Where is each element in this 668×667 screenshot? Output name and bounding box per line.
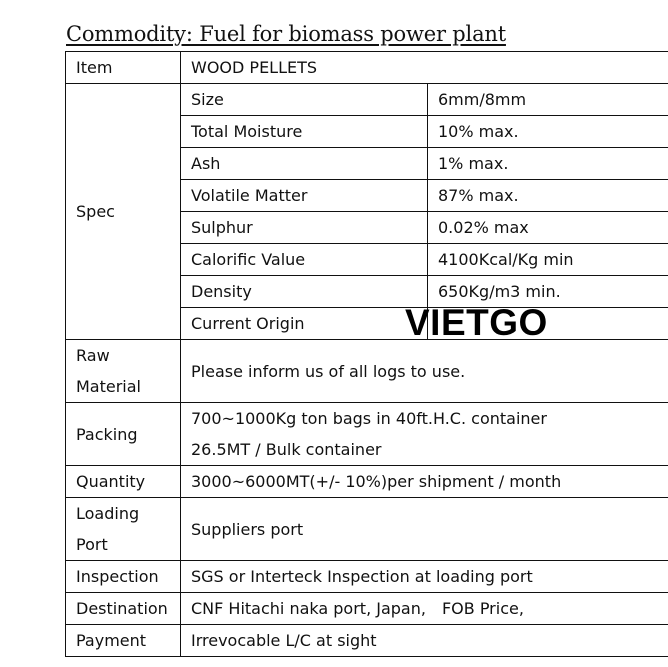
loading-port-label-line2: Port xyxy=(76,535,108,554)
table-row xyxy=(66,466,668,498)
spec-value: 1% max. xyxy=(428,148,668,180)
loading-port-label xyxy=(66,498,181,561)
packing-line1: 700~1000Kg ton bags in 40ft.H.C. container xyxy=(191,409,547,428)
spec-name: Ash xyxy=(181,148,428,180)
table-row xyxy=(66,340,668,403)
spec-value: 650Kg/m3 min. xyxy=(428,276,668,308)
spec-value: 10% max. xyxy=(428,116,668,148)
spec-name: Current Origin xyxy=(181,308,428,340)
destination-label: Destination xyxy=(66,593,181,625)
packing-label: Packing xyxy=(66,403,181,466)
quantity-value: 3000~6000MT(+/- 10%)per shipment / month xyxy=(181,466,668,498)
document-title: Commodity: Fuel for biomass power plant xyxy=(66,22,506,46)
packing-line2: 26.5MT / Bulk container xyxy=(191,440,382,459)
raw-material-label xyxy=(66,340,181,403)
spec-value: 4100Kcal/Kg min xyxy=(428,244,668,276)
raw-material-label-line1: Raw xyxy=(76,346,110,365)
spec-value: 0.02% max xyxy=(428,212,668,244)
vietgo-watermark: VIETGO xyxy=(405,302,548,343)
table-row xyxy=(66,84,668,116)
spec-name: Sulphur xyxy=(181,212,428,244)
spec-label: Spec xyxy=(66,84,181,340)
table-row xyxy=(66,403,668,466)
packing-value xyxy=(181,403,668,466)
spec-name: Volatile Matter xyxy=(181,180,428,212)
table-row xyxy=(66,498,668,561)
quantity-label: Quantity xyxy=(66,466,181,498)
payment-label: Payment xyxy=(66,625,181,657)
table-row xyxy=(66,625,668,657)
spec-name: Total Moisture xyxy=(181,116,428,148)
spec-name: Density xyxy=(181,276,428,308)
table-row xyxy=(66,561,668,593)
spec-value: 6mm/8mm xyxy=(428,84,668,116)
spec-name: Size xyxy=(181,84,428,116)
item-label: Item xyxy=(66,52,181,84)
loading-port-label-line1: Loading xyxy=(76,504,140,523)
raw-material-label-line2: Material xyxy=(76,377,141,396)
inspection-label: Inspection xyxy=(66,561,181,593)
item-value: WOOD PELLETS xyxy=(181,52,668,84)
spec-value: 87% max. xyxy=(428,180,668,212)
loading-port-value: Suppliers port xyxy=(181,498,668,561)
table-row xyxy=(66,593,668,625)
destination-value: CNF Hitachi naka port, Japan, FOB Price, xyxy=(181,593,668,625)
raw-material-value: Please inform us of all logs to use. xyxy=(181,340,668,403)
spec-name: Calorific Value xyxy=(181,244,428,276)
payment-value: Irrevocable L/C at sight xyxy=(181,625,668,657)
table-row xyxy=(66,52,668,84)
spec-table xyxy=(65,51,668,657)
inspection-value: SGS or Interteck Inspection at loading port xyxy=(181,561,668,593)
